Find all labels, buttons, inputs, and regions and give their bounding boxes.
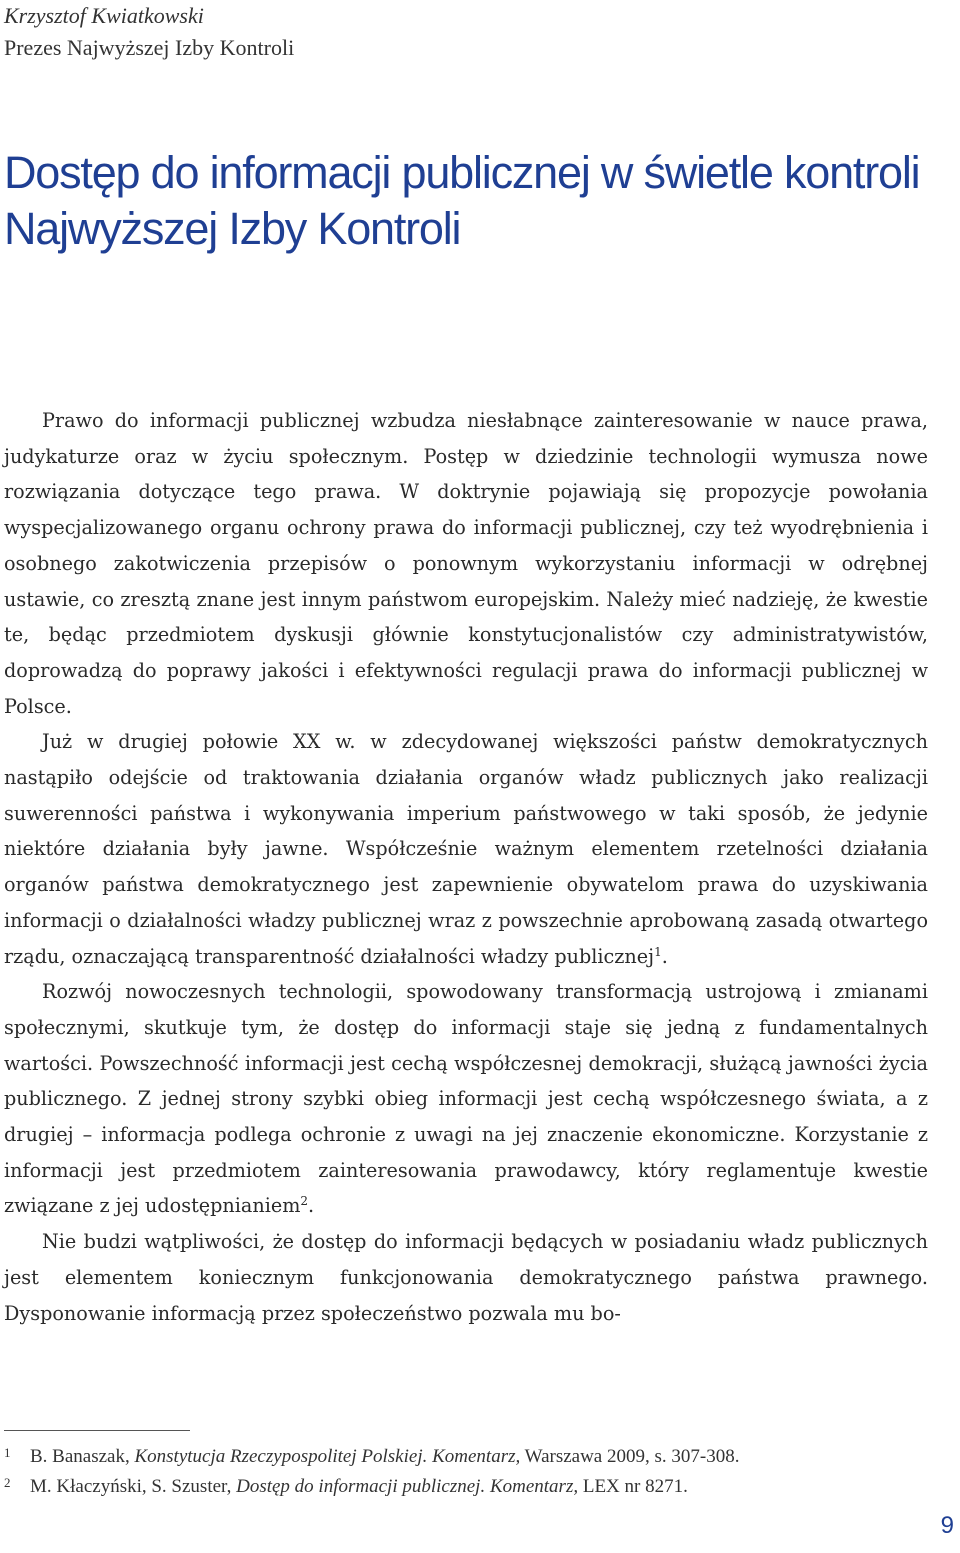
paragraph-1	[4, 403, 928, 724]
page-number: 9	[940, 1512, 954, 1539]
paragraph-4	[4, 1224, 928, 1331]
footnote-rest: LEX nr 8271.	[578, 1476, 688, 1497]
paragraph-tail: .	[661, 944, 668, 968]
article-title: Dostęp do informacji publicznej w świetle kontroli Najwyższej Izby Kontroli	[4, 147, 920, 254]
footnote-ref[interactable]: 1	[654, 944, 662, 959]
footnote-number: 2	[4, 1475, 11, 1490]
paragraph-text: Nie budzi wątpliwości, że dostęp do informacji będących w posiadaniu władz publicznych jest elementem koniecznym funkcjonowania demokratycznego państwa prawnego. Dysponowanie informacją przez społeczeństwo pozwala mu bo-	[4, 1230, 928, 1325]
footnote-1	[4, 1440, 739, 1470]
paragraph-text: Już w drugiej połowie XX w. w zdecydowanej większości państw demokratycznych nastąpiło odejście od traktowania działania organów władz publicznych jako realizacji suwerenności państwa i wykonywania imperium państwowego w taki sposób, że jedynie niektóre działania były jawne. Współcześnie ważnym elementem rzetelności działania organów państwa demokratycznego jest zapewnienie obywatelom prawa do uzyskiwania informacji o działalności władzy publicznej wraz z powszechnie aprobowaną zasadą otwartego rządu, oznaczającą transparentność działalności władzy publicznej	[4, 730, 928, 968]
paragraph-tail: .	[308, 1194, 315, 1218]
author-name: Krzysztof Kwiatkowski	[4, 3, 204, 28]
author-position: Prezes Najwyższej Izby Kontroli	[4, 35, 295, 60]
paragraph-3	[4, 974, 928, 1224]
paragraph-2	[4, 724, 928, 974]
footnote-authors: B. Banaszak,	[30, 1446, 135, 1467]
footnote-rest: Warszawa 2009, s. 307-308.	[520, 1446, 740, 1467]
footnote-ref[interactable]: 2	[300, 1194, 309, 1209]
paragraph-text: Prawo do informacji publicznej wzbudza niesłabnące zainteresowanie w nauce prawa, judykaturze oraz w życiu społecznym. Postęp w dziedzinie technologii wymusza nowe rozwiązania dotyczące tego prawa. W doktrynie pojawiają się propozycje powołania wyspecjalizowanego organu ochrony prawa do informacji publicznej, czy też wyodrębnienia i osobnego zakotwiczenia przepisów o ponownym wykorzystaniu informacji w odrębnej ustawie, co zresztą znane jest innym państwom europejskim. Należy mieć nadzieję, że kwestie te, będąc przedmiotem dyskusji głównie konstytucjonalistów czy administratywistów, doprowadzą do poprawy jakości i efektywności regulacji prawa do informacji publicznej w Polsce.	[4, 409, 928, 718]
footnote-divider	[4, 1430, 190, 1431]
footnote-authors: M. Kłaczyński, S. Szuster,	[30, 1476, 237, 1497]
author-block	[4, 0, 294, 64]
footnote-work: Dostęp do informacji publicznej. Komentarz,	[236, 1476, 579, 1497]
footnote-2	[4, 1470, 688, 1500]
footnote-number: 1	[4, 1445, 11, 1460]
article-body	[4, 403, 928, 1331]
footnote-work: Konstytucja Rzeczypospolitej Polskiej. Komentarz,	[134, 1446, 521, 1467]
paragraph-text: Rozwój nowoczesnych technologii, spowodowany transformacją ustrojową i zmianami społecznymi, skutkuje tym, że dostęp do informacji staje się jedną z fundamentalnych wartości. Powszechność informacji jest cechą współczesnej demokracji, służącą jawności życia publicznego. Z jednej strony szybki obieg informacji jest cechą współczesnego świata, a z drugiej – informacja podlega ochronie z uwagi na jej znaczenie ekonomiczne. Korzystanie z informacji jest przedmiotem zainteresowania prawodawcy, który reglamentuje kwestie związane z jej udostępnianiem	[4, 980, 928, 1218]
